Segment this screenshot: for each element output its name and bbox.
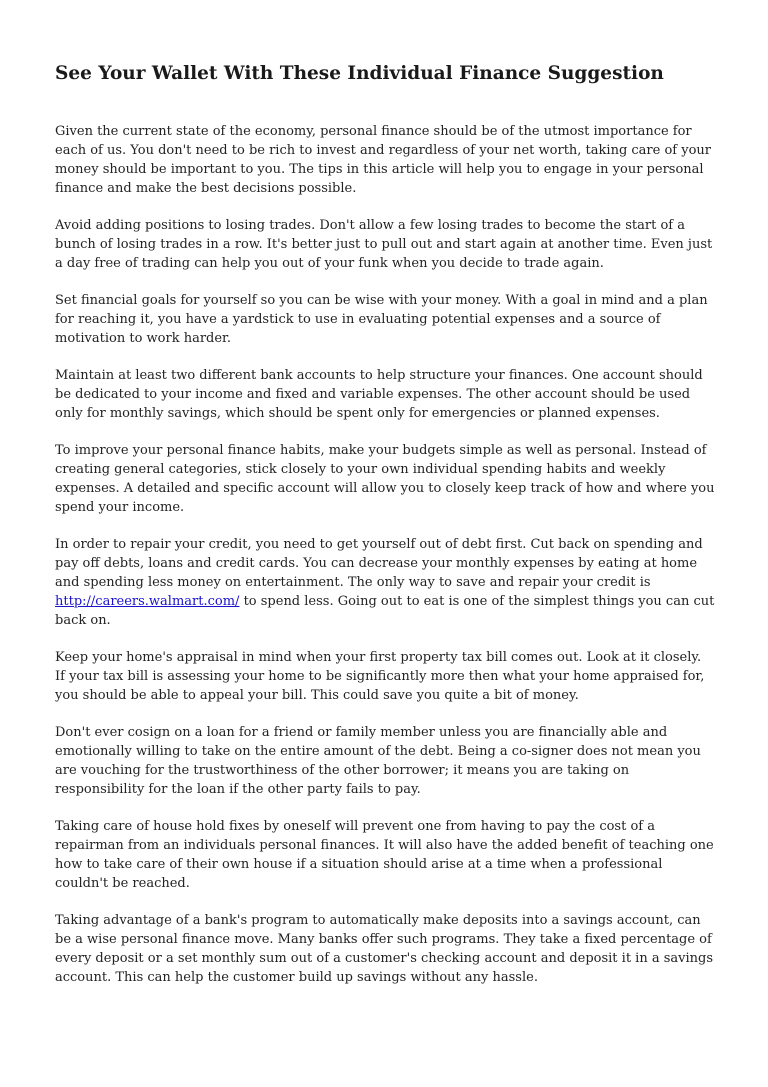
paragraph-financial-goals: Set financial goals for yourself so you can be wise with your money. With a goal in mind and a plan for reaching it, you have a yardstick to use in evaluating potential expenses and a source of motivation to work harder.	[55, 293, 708, 346]
article-title: See Your Wallet With These Individual Finance Suggestion	[55, 63, 664, 84]
article-body	[55, 60, 715, 987]
paragraph-intro: Given the current state of the economy, personal finance should be of the utmost importance for each of us. You don't need to be rich to invest and regardless of your net worth, taking care of your money should be important to you. The tips in this article will help you to engage in your personal finance and make the best decisions possible.	[55, 124, 711, 196]
careers-link[interactable]: http://careers.walmart.com/	[55, 594, 240, 609]
paragraph-losing-trades: Avoid adding positions to losing trades. Don't allow a few losing trades to become the start of a bunch of losing trades in a row. It's better just to pull out and start again at another time. Even just a day free of trading can help you out of your funk when you decide to trade again.	[55, 218, 713, 271]
paragraph-bank-accounts: Maintain at least two different bank accounts to help structure your finances. One account should be dedicated to your income and fixed and variable expenses. The other account should be used only for monthly savings, which should be spent only for emergencies or planned expenses.	[55, 368, 703, 421]
paragraph-auto-deposits: Taking advantage of a bank's program to automatically make deposits into a savings account, can be a wise personal finance move. Many banks offer such programs. They take a fixed percentage of every deposit or a set monthly sum out of a customer's checking account and deposit it in a savings account. This can help the customer build up savings without any hassle.	[55, 913, 714, 985]
paragraph-budgets: To improve your personal finance habits, make your budgets simple as well as personal. Instead of creating general categories, stick closely to your own individual spending habits and weekly expenses. A detailed and specific account will allow you to closely keep track of how and where you spend your income.	[55, 443, 715, 515]
paragraph-text: to spend less. Going out to eat is one of the simplest things you can cut back on.	[55, 594, 715, 628]
paragraph-cosign: Don't ever cosign on a loan for a friend or family member unless you are financially able and emotionally willing to take on the entire amount of the debt. Being a co-signer does not mean you are vouching for the trustworthiness of the other borrower; it means you are taking on responsibility for the loan if the other party fails to pay.	[55, 725, 701, 797]
paragraph-text: In order to repair your credit, you need to get yourself out of debt first. Cut back on spending and pay off debts, loans and credit cards. You can decrease your monthly expenses by eating at home and spending less money on entertainment. The only way to save and repair your credit is	[55, 537, 703, 590]
paragraph-home-appraisal: Keep your home's appraisal in mind when your first property tax bill comes out. Look at it closely. If your tax bill is assessing your home to be significantly more then what your home appraised for, you should be able to appeal your bill. This could save you quite a bit of money.	[55, 650, 705, 703]
paragraph-house-fixes: Taking care of house hold fixes by oneself will prevent one from having to pay the cost of a repairman from an individuals personal finances. It will also have the added benefit of teaching one how to take care of their own house if a situation should arise at a time when a professional couldn't be reached.	[55, 819, 714, 891]
paragraph-repair-credit	[55, 535, 715, 630]
